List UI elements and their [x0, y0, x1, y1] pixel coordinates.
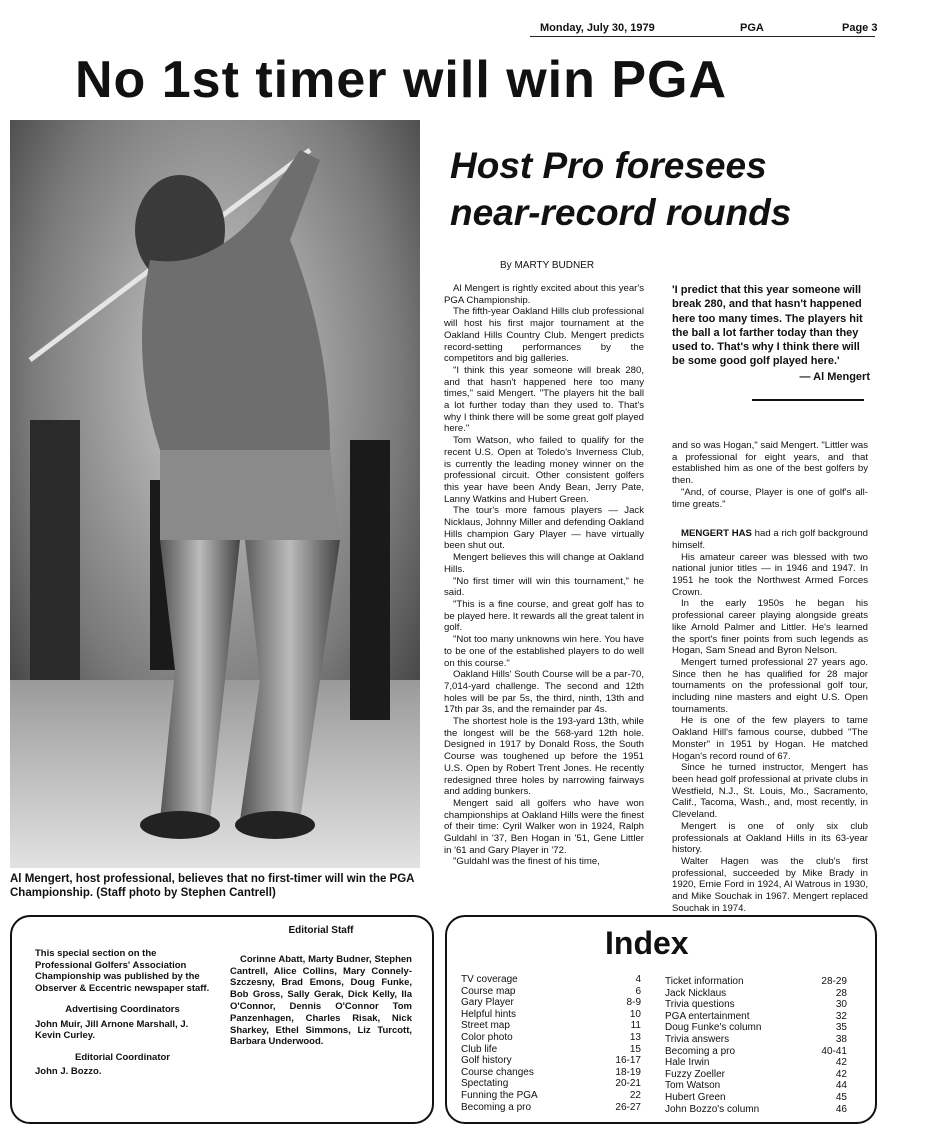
index-entry-page: 38: [835, 1033, 847, 1045]
advertising-heading: Advertising Coordinators: [65, 1004, 180, 1015]
index-entry: [665, 1034, 847, 1046]
index-entry-page: 11: [630, 1020, 641, 1032]
paragraph: Mengert turned professional 27 years ago. Since then he has qualified for 28 major tournaments on the professional golf tour, including nine masters and eight U.S. Open tournaments.: [672, 656, 868, 715]
index-entry: [665, 1057, 847, 1069]
pull-quote: [672, 283, 870, 384]
index-entry-title: Fuzzy Zoeller: [665, 1068, 726, 1080]
index-entry-title: Course changes: [461, 1066, 534, 1078]
advertising-names: John Muir, Jill Arnone Marshall, J. Kevin Curley.: [35, 1018, 189, 1041]
headline-line-2: near-record rounds: [450, 192, 792, 233]
index-entry: [665, 1069, 847, 1081]
index-entry-title: Hubert Green: [665, 1091, 726, 1103]
golfer-photo: [10, 120, 420, 868]
index-entry-page: 32: [835, 1010, 847, 1022]
index-entry-title: Becoming a pro: [461, 1101, 532, 1113]
index-entry-title: Course map: [461, 985, 516, 997]
photo-caption: Al Mengert, host professional, believes that no first-timer will win the PGA Championship. (Staff photo by Stephen Cantrell): [10, 873, 415, 899]
index-entry-page: 20-21: [615, 1078, 641, 1090]
paragraph: "And, of course, Player is one of golf's all-time greats.": [672, 486, 868, 510]
paragraph: His amateur career was blessed with two national junior titles — in 1946 and 1947. In 1951 he took the Northwest Armed Forces Crown.: [672, 551, 868, 598]
index-title: Index: [605, 925, 689, 961]
index-entry: [665, 1104, 847, 1116]
section-lead-rest: had a rich golf background himself.: [672, 528, 868, 551]
editorial-staff-heading: Editorial Staff: [288, 925, 354, 936]
index-entry-page: 22: [629, 1089, 641, 1101]
index-entry: [461, 986, 641, 998]
index-entry-title: PGA entertainment: [665, 1010, 750, 1022]
index-entry-title: Trivia questions: [665, 999, 735, 1011]
golfer-photo-illustration: [10, 120, 420, 868]
index-list-left: [461, 974, 641, 1113]
index-entry: [665, 999, 847, 1011]
paragraph: In the early 1950s he began his professional career playing alongside greats like Arnold Palmer and Littler. He's learned the sport's finer points from such legends as Hogan, Sam Snead and Byron Nelson.: [672, 598, 868, 657]
staff-intro: This special section on the Professional Golfers' Association Championship was published by the Observer & Eccentric newspaper staff.: [35, 948, 210, 994]
paragraph: Mengert is one of only six club professionals at Oakland Hills in its 63-year history.: [672, 820, 868, 856]
editorial-coordinator-heading: Editorial Coordinator: [75, 1051, 170, 1063]
index-entry: [461, 1032, 641, 1044]
index-entry-page: 28: [835, 987, 847, 999]
index-entry-title: Becoming a pro: [665, 1045, 736, 1057]
index-entry: [461, 1078, 641, 1090]
index-entry-page: 42: [835, 1068, 847, 1080]
index-entry-title: Helpful hints: [461, 1008, 517, 1020]
index-entry-title: Gary Player: [461, 997, 514, 1009]
index-entry-page: 42: [835, 1057, 847, 1069]
index-entry-page: 26-27: [615, 1101, 641, 1113]
index-entry: [461, 1055, 641, 1067]
article-column-2: [672, 440, 868, 914]
index-entry-title: Spectating: [461, 1078, 509, 1090]
paragraph: Mengert said all golfers who have won championships at Oakland Hills were the finest of their time: Cyril Walker won in 1924, Ralph Guldahl in '37, Ben Hogan in '51, Gene Littler in '61 and Gary Player in '72.: [444, 797, 644, 856]
index-entry-title: Jack Nicklaus: [665, 987, 727, 999]
index-entry-page: 18-19: [615, 1066, 641, 1078]
index-entry-title: Hale Irwin: [665, 1057, 710, 1069]
byline: By MARTY BUDNER: [500, 260, 595, 271]
paragraph: and so was Hogan," said Mengert. "Littler was a professional for eight years, and that established him as one of the best golfers by then.: [672, 440, 868, 487]
paragraph: The fifth-year Oakland Hills club professional will host his first major tournament at the Oakland Hills Country Club. Mengert predicts record-setting performances by the competitors and big galleries.: [444, 306, 644, 365]
paragraph: Al Mengert is rightly excited about this year's PGA Championship.: [444, 283, 644, 306]
editorial-coordinator-name: John J. Bozzo.: [35, 1066, 102, 1077]
paragraph: Tom Watson, who failed to qualify for the recent U.S. Open at Toledo's Inverness Club, is currently the leading money winner on the professional circuit. Other consistent golfers this year have been Andy Bean, Jerry Pate, Lanny Watkins and Hubert Green.: [444, 435, 644, 505]
index-entry-page: 35: [835, 1022, 847, 1034]
index-entry-title: Club life: [461, 1043, 498, 1055]
paragraph: "This is a fine course, and great golf has to be played here. It rewards all the great talent in golf.: [444, 598, 644, 634]
index-entry-title: Tom Watson: [665, 1080, 721, 1092]
pull-quote-rule: [752, 399, 864, 401]
index-entry-title: Color photo: [461, 1031, 513, 1043]
paragraph: "I think this year someone will break 280, and that hasn't happened here too many times," said Mengert. "The players hit the ball a lot further today than they used to. That's why I think there will be some great golf played here.": [444, 364, 644, 435]
pull-quote-attribution: — Al Mengert: [799, 370, 870, 383]
index-entry: [461, 974, 641, 986]
banner-headline: No 1st timer will win PGA: [75, 51, 727, 109]
staff-credits-right: [230, 925, 412, 1048]
paragraph: Oakland Hills' South Course will be a par-70, 7,014-yard challenge. The second and 12th holes will be par 5s, the third, ninth, 13th and 17th par 3s, and the remainder par 4s.: [444, 669, 644, 716]
staff-credits-left: [35, 948, 210, 1078]
editorial-staff-names: Corinne Abatt, Marty Budner, Stephen Cantrell, Alice Collins, Mary Connely-Szczesny, Brad Emons, Doug Funke, Bob Gross, Sally Gerak, Dick Kelly, Ila O'Connor, Dennis O'Connor Tom Panzenhagen, Charles Risak, Nick Sharkey, Ethel Simmons, Liz Turcott, Barbara Underwood.: [230, 953, 412, 1048]
index-entry: [665, 1092, 847, 1104]
index-entry-page: 16-17: [615, 1055, 641, 1067]
folio-rule: [530, 36, 875, 37]
index-entry: [461, 1020, 641, 1032]
section-lead-in: MENGERT HAS: [681, 528, 752, 540]
article-column-1: [444, 283, 644, 868]
paragraph: The shortest hole is the 193-yard 13th, while the longest will be the 568-yard 12th hole. Designed in 1917 by Donald Ross, the South Course was toughened up before the 1951 U.S. Open by Robert Trent Jones. He recently redesigned three holes by narrowing fairways and adding bunkers.: [444, 716, 644, 798]
index-list-right: [665, 976, 847, 1115]
paragraph: "Guldahl was the finest of his time,: [453, 856, 600, 868]
index-entry-title: Doug Funke's column: [665, 1022, 762, 1034]
index-entry-title: Street map: [461, 1020, 510, 1032]
paragraph: "Not too many unknowns win here. You have to be one of the established players to do well on this course.": [444, 634, 644, 669]
index-entry: [665, 1046, 847, 1058]
index-entry-page: 13: [629, 1031, 641, 1043]
index-entry: [665, 988, 847, 1000]
index-entry-page: 44: [835, 1080, 847, 1092]
paragraph: The tour's more famous players — Jack Nicklaus, Johnny Miller and defending Oakland Hills champion Gary Player — have virtually been shut out.: [444, 505, 644, 552]
paragraph: Mengert believes this will change at Oakland Hills.: [444, 552, 644, 575]
index-entry-page: 40-41: [821, 1045, 847, 1057]
index-entry-page: 4: [635, 974, 641, 985]
index-entry-page: 6: [635, 985, 641, 997]
paragraph: "No first timer will win this tournament," he said.: [444, 575, 644, 599]
index-entry: [461, 1067, 641, 1079]
index-entry: [665, 976, 847, 988]
index-entry-page: 45: [835, 1091, 847, 1103]
paragraph: Since he turned instructor, Mengert has been head golf professional at private clubs in Westfield, N.J., St. Louis, Mo., Sacramento, Calif., Tacoma, Wash., and, most recently, in Cleveland.: [672, 762, 868, 821]
index-entry-page: 15: [629, 1043, 641, 1055]
index-entry-title: Funning the PGA: [461, 1089, 538, 1101]
folio-date: Monday, July 30, 1979: [540, 22, 655, 34]
folio-page-number: Page 3: [842, 22, 878, 34]
index-entry: [461, 1102, 641, 1114]
folio-section: PGA: [740, 22, 764, 34]
article-headline: [450, 142, 910, 236]
index-entry: [461, 1090, 641, 1102]
index-entry-title: John Bozzo's column: [665, 1103, 760, 1115]
paragraph: He is one of the few players to tame Oakland Hill's famous course, dubbed "The Monster" in 1951 by Hogan. He matched Hogan's record round of 67.: [672, 715, 868, 762]
index-entry-page: 10: [629, 1008, 641, 1020]
section-lead-paragraph: [672, 528, 868, 551]
index-entry: [665, 1080, 847, 1092]
paragraph: Walter Hagen was the club's first professional, succeeded by Mike Brady in 1920, Ernie Ford in 1924, Al Watrous in 1930, and Mike Souchak in 1967. Mengert replaced Souchak in 1974.: [672, 855, 868, 914]
headline-line-1: Host Pro foresees: [450, 145, 767, 186]
index-entry-title: Golf history: [461, 1055, 512, 1067]
index-entry-title: Ticket information: [665, 976, 744, 987]
index-entry: [665, 1022, 847, 1034]
index-entry-page: 46: [835, 1103, 847, 1115]
index-entry-title: TV coverage: [461, 974, 518, 985]
index-entry: [665, 1011, 847, 1023]
index-entry-title: Trivia answers: [665, 1033, 730, 1045]
index-entry-page: 28-29: [821, 976, 847, 987]
index-entry-page: 8-9: [626, 997, 641, 1009]
index-entry-page: 30: [835, 999, 847, 1011]
index-entry: [461, 1044, 641, 1056]
index-entry: [461, 997, 641, 1009]
pull-quote-text: 'I predict that this year someone will break 280, and that hasn't happened here too many times. The players hit the ball a lot farther today than they used to. That's why I think there will be some good golf played here.': [672, 284, 863, 368]
index-entry: [461, 1009, 641, 1021]
